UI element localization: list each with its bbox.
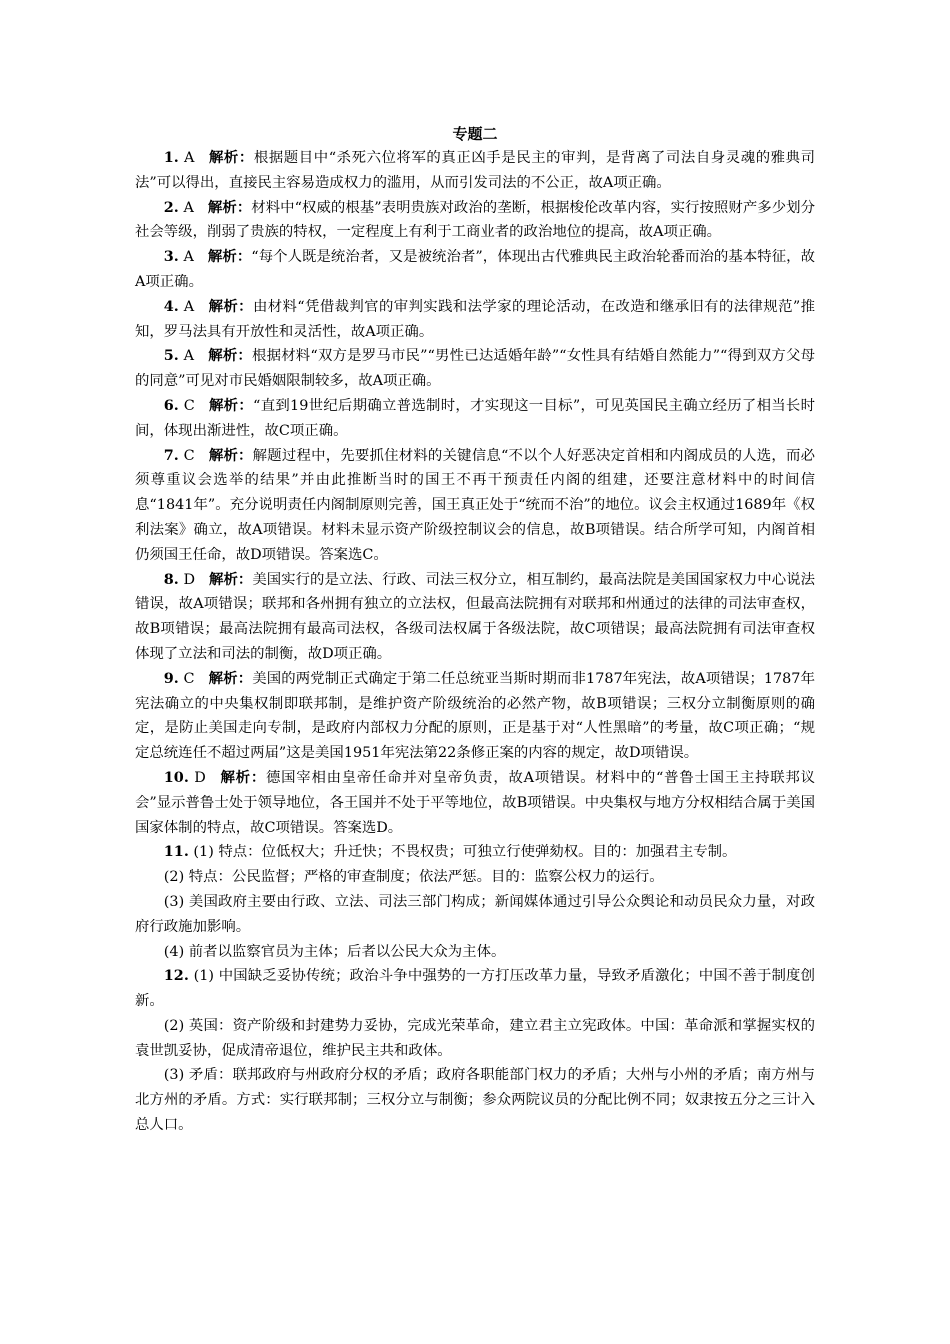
item-answer: A bbox=[183, 348, 195, 365]
answer-item bbox=[135, 146, 815, 196]
q12-part bbox=[135, 1063, 815, 1137]
item-answer: C bbox=[183, 670, 195, 687]
q11-part bbox=[135, 840, 815, 865]
answer-item bbox=[135, 295, 815, 345]
item-text: 美国实行的是立法、行政、司法三权分立，相互制约，最高法院是美国国家权力中心说法错误，故A项错误；联邦和各州拥有独立的立法权，但最高法院拥有对联邦和州通过的法律的司法审查权，故B项错误；最高法院拥有最高司法权，各级司法权属于各级法院，故C项错误；最高法院拥有司法审查权体现了立法和司法的制衡，故D项正确。 bbox=[135, 571, 815, 662]
item-number: 2. bbox=[163, 198, 179, 216]
item-answer: A bbox=[183, 150, 195, 166]
item-text: 根据材料“双方是罗马市民”“男性已达适婚年龄”“女性具有结婚自然能力”“得到双方父母的同意”可见对市民婚姻限制较多，故A项正确。 bbox=[135, 348, 815, 390]
item-number: 6. bbox=[163, 396, 179, 414]
item-label: 解析： bbox=[207, 198, 252, 216]
q12-part bbox=[135, 1014, 815, 1064]
answer-item bbox=[135, 344, 815, 394]
answer-item bbox=[135, 667, 815, 766]
item-number: 3. bbox=[163, 248, 179, 266]
answer-list bbox=[135, 146, 815, 840]
q11-part-text: (3) 美国政府主要由行政、立法、司法三部门构成；新闻媒体通过引导公众舆论和动员民众力量，对政府行政施加影响。 bbox=[135, 893, 815, 935]
q11-number: 11. bbox=[163, 843, 189, 861]
item-label: 解析： bbox=[208, 297, 253, 315]
item-text: 由材料“凭借裁判官的审判实践和法学家的理论活动，在改造和继承旧有的法律规范”推知，罗马法具有开放性和灵活性，故A项正确。 bbox=[135, 298, 815, 340]
item-text: “直到19世纪后期确立普选制时，才实现这一目标”，可见英国民主确立经历了相当长时间，体现出渐进性，故C项正确。 bbox=[135, 397, 816, 439]
item-number: 10. bbox=[163, 768, 189, 786]
answer-item bbox=[135, 766, 815, 840]
q11-part-text: (1) 特点：位低权大；升迁快；不畏权贵；可独立行使弹劾权。目的：加强君主专制。 bbox=[193, 844, 737, 861]
item-label: 解析： bbox=[208, 446, 253, 464]
q12-part bbox=[135, 964, 815, 1014]
item-label: 解析： bbox=[208, 149, 254, 166]
item-number: 1. bbox=[163, 149, 179, 166]
item-text: 材料中“权威的根基”表明贵族对政治的垄断，根据梭伦改革内容，实行按照财产多少划分社会等级，削弱了贵族的特权，一定程度上有利于工商业者的政治地位的提高，故A项正确。 bbox=[135, 199, 816, 241]
q11-part bbox=[135, 865, 815, 890]
item-label: 解析： bbox=[209, 570, 253, 588]
item-number: 4. bbox=[163, 297, 179, 315]
answer-item bbox=[135, 568, 815, 667]
item-text: 解题过程中，先要抓住材料的关键信息“不以个人好恶决定首相和内阁成员的人选，而必须尊重议会选举的结果”并由此推断当时的国王不再干预责任内阁的组建，还要注意材料中的时间信息“1841年”。充分说明责任内阁制原则完善，国王真正处于“统而不治”的地位。议会主权通过1689年《权利法案》确立，故A项错误。材料未显示资产阶级控制议会的信息，故B项错误。结合所学可知，内阁首相仍须国王任命，故D项错误。答案选C。 bbox=[135, 447, 815, 563]
document-page bbox=[135, 124, 815, 1138]
item-number: 8. bbox=[163, 570, 179, 588]
item-number: 9. bbox=[163, 669, 179, 687]
item-answer: C bbox=[183, 397, 195, 414]
q11-part bbox=[135, 890, 815, 940]
item-label: 解析： bbox=[208, 347, 253, 365]
item-number: 5. bbox=[163, 347, 179, 365]
q12-part-text: (2) 英国：资产阶级和封建势力妥协，完成光荣革命，建立君主立宪政体。中国：革命派和掌握实权的袁世凯妥协，促成清帝退位，维护民主共和政体。 bbox=[135, 1017, 815, 1059]
question-11 bbox=[135, 840, 815, 964]
answer-item bbox=[135, 394, 815, 444]
item-answer: A bbox=[183, 199, 194, 216]
answer-item bbox=[135, 444, 815, 568]
q12-part-text: (3) 矛盾：联邦政府与州政府分权的矛盾；政府各职能部门权力的矛盾；大州与小州的矛盾；南方州与北方州的矛盾。方式：实行联邦制；三权分立与制衡；参众两院议员的分配比例不同；奴隶按五分之三计入总人口。 bbox=[135, 1067, 815, 1134]
item-text: “每个人既是统治者，又是被统治者”，体现出古代雅典民主政治轮番而治的基本特征，故A项正确。 bbox=[135, 249, 816, 290]
q11-part-text: (2) 特点：公民监督；严格的审查制度；依法严惩。目的：监察公权力的运行。 bbox=[163, 869, 664, 886]
page-title: 专题二 bbox=[452, 125, 498, 143]
item-answer: D bbox=[183, 571, 195, 588]
item-label: 解析： bbox=[208, 396, 254, 414]
item-answer: D bbox=[194, 769, 206, 786]
item-number: 7. bbox=[163, 446, 179, 464]
item-text: 根据题目中“杀死六位将军的真正凶手是民主的审判，是背离了司法自身灵魂的雅典司法”可以得出，直接民主容易造成权力的滥用，从而引发司法的不公正，故A项正确。 bbox=[135, 150, 815, 191]
item-answer: A bbox=[183, 298, 195, 315]
question-12 bbox=[135, 964, 815, 1138]
q11-part-text: (4) 前者以监察官员为主体；后者以公民大众为主体。 bbox=[163, 943, 506, 960]
answer-item bbox=[135, 196, 815, 246]
item-label: 解析： bbox=[219, 768, 266, 786]
q12-part-text: (1) 中国缺乏妥协传统；政治斗争中强势的一方打压改革力量，导致矛盾激化；中国不善于制度创新。 bbox=[135, 968, 815, 1010]
item-answer: A bbox=[183, 249, 194, 266]
item-text: 美国的两党制正式确定于第二任总统亚当斯时期而非1787年宪法，故A项错误；1787年宪法确立的中央集权制即联邦制，是维护资产阶级统治的必然产物，故B项错误；三权分立制衡原则的确定，是防止美国走向专制，是政府内部权力分配的原则，正是基于对“人性黑暗”的考量，故C项正确；“规定总统连任不超过两届”这是美国1951年宪法第22条修正案的内容的规定，故D项错误。 bbox=[135, 670, 815, 762]
item-answer: C bbox=[183, 447, 195, 464]
q12-number: 12. bbox=[163, 967, 189, 985]
item-label: 解析： bbox=[207, 248, 252, 266]
item-label: 解析： bbox=[208, 669, 253, 687]
q11-part bbox=[135, 940, 815, 965]
item-text: 德国宰相由皇帝任命并对皇帝负责，故A项错误。材料中的“普鲁士国王主持联邦议会”显示普鲁士处于领导地位，各王国并不处于平等地位，故B项错误。中央集权与地方分权相结合属于美国国家体制的特点，故C项错误。答案选D。 bbox=[135, 769, 815, 836]
answer-item bbox=[135, 245, 815, 295]
